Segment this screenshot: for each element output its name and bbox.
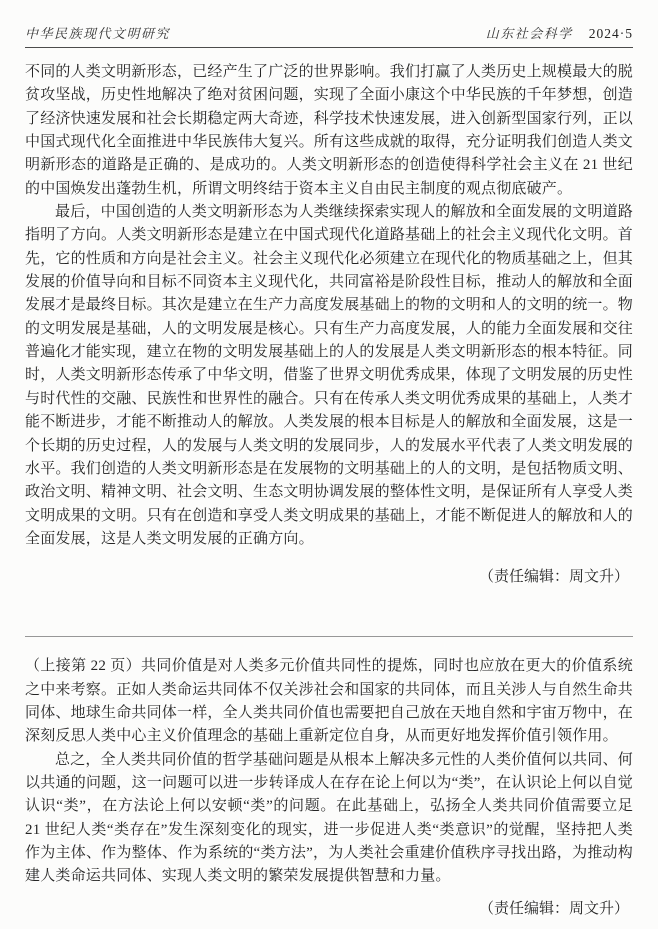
article-ending-second	[25, 655, 633, 920]
journal-name: 山东社会科学	[485, 26, 573, 41]
paragraph: （上接第 22 页）共同价值是对人类多元价值共同性的提炼，同时也应放在更大的价值系统之中来考察。正如人类命运共同体不仅关涉社会和国家的共同体，而且关涉人与自然生命共同体、地球生命共同体一样，全人类共同价值也需要把自己放在天地自然和宇宙万物中，在深刻反思人类中心主义价值理念的基础上重新定位自身，从而更好地发挥价值引领作用。	[25, 658, 634, 745]
journal-info	[486, 26, 633, 42]
column-title: 中华民族现代文明研究	[25, 26, 171, 41]
issue-number: 2024·5	[588, 26, 633, 41]
page-content	[25, 0, 633, 921]
editor-note: （责任编辑：周文升）	[478, 569, 629, 586]
running-head	[25, 0, 633, 42]
article-ending-first	[25, 61, 633, 589]
paragraph: 最后，中国创造的人类文明新形态为人类继续探索实现人的解放和全面发展的文明道路指明了方向。人类文明新形态是建立在中国式现代化道路基础上的社会主义现代化文明。首先，它的性质和方向是社会主义。社会主义现代化必须建立在现代化的物质基础之上，但其发展的价值导向和目标不同资本主义现代化，共同富裕是阶段性目标，推动人的解放和全面发展才是最终目标。其次是建立在生产力高度发展基础上的物的文明和人的文明的统一。物的文明发展是基础，人的文明发展是核心。只有生产力高度发展，人的能力全面发展和交往普遍化才能实现，建立在物的文明发展基础上的人的发展是人类文明新形态的根本特征。同时，人类文明新形态传承了中华文明，借鉴了世界文明优秀成果，体现了文明发展的历史性与时代性的交融、民族性和世界性的融合。只有在传承人类文明优秀成果的基础上，人类才能不断进步，才能不断推动人的解放。人类发展的根本目标是人的解放和全面发展，这是一个长期的历史过程，人的发展与人类文明的发展同步，人的发展水平代表了人类文明发展的水平。我们创造的人类文明新形态是在发展物的文明基础上的人的文明，是包括物质文明、政治文明、精神文明、社会文明、生态文明协调发展的整体性文明，是保证所有人享受人类文明成果的文明。只有在创造和享受人类文明成果的基础上，才能不断促进人的解放和人的全面发展，这是人类文明发展的正确方向。	[25, 204, 634, 547]
editor-note: （责任编辑：周文升）	[478, 900, 629, 917]
paragraph: 不同的人类文明新形态，已经产生了广泛的世界影响。我们打赢了人类历史上规模最大的脱贫攻坚战，历史性地解决了绝对贫困问题，实现了全面小康这个中华民族的千年梦想，创造了经济快速发展和社会长期稳定两大奇迹，科学技术快速发展，进入创新型国家行列，正以中国式现代化全面推进中华民族伟大复兴。所有这些成就的取得，充分证明我们创造人类文明新形态的道路是正确的、是成功的。人类文明新形态的创造使得科学社会主义在 21 世纪的中国焕发出蓬勃生机，所谓文明终结于资本主义自由民主制度的观点彻底破产。	[25, 64, 634, 197]
article-divider	[25, 636, 633, 637]
header-rule	[25, 47, 633, 48]
paragraph: 总之，全人类共同价值的哲学基础问题是从根本上解决多元性的人类价值何以共同、何以共通的问题，这一问题可以进一步转译成人在存在论上何以为“类”，在认识论上何以自觉认识“类”，在方法论上何以安顿“类”的问题。在此基础上，弘扬全人类共同价值需要立足 21 世纪人类“类存在”发生深刻变化的现实，进一步促进人类“类意识”的觉醒，坚持把人类作为主体、作为整体、作为系统的“类方法”，为人类社会重建价值秩序寻找出路，为推动构建人类命运共同体、实现人类文明的繁荣发展提供智慧和力量。	[25, 751, 633, 885]
